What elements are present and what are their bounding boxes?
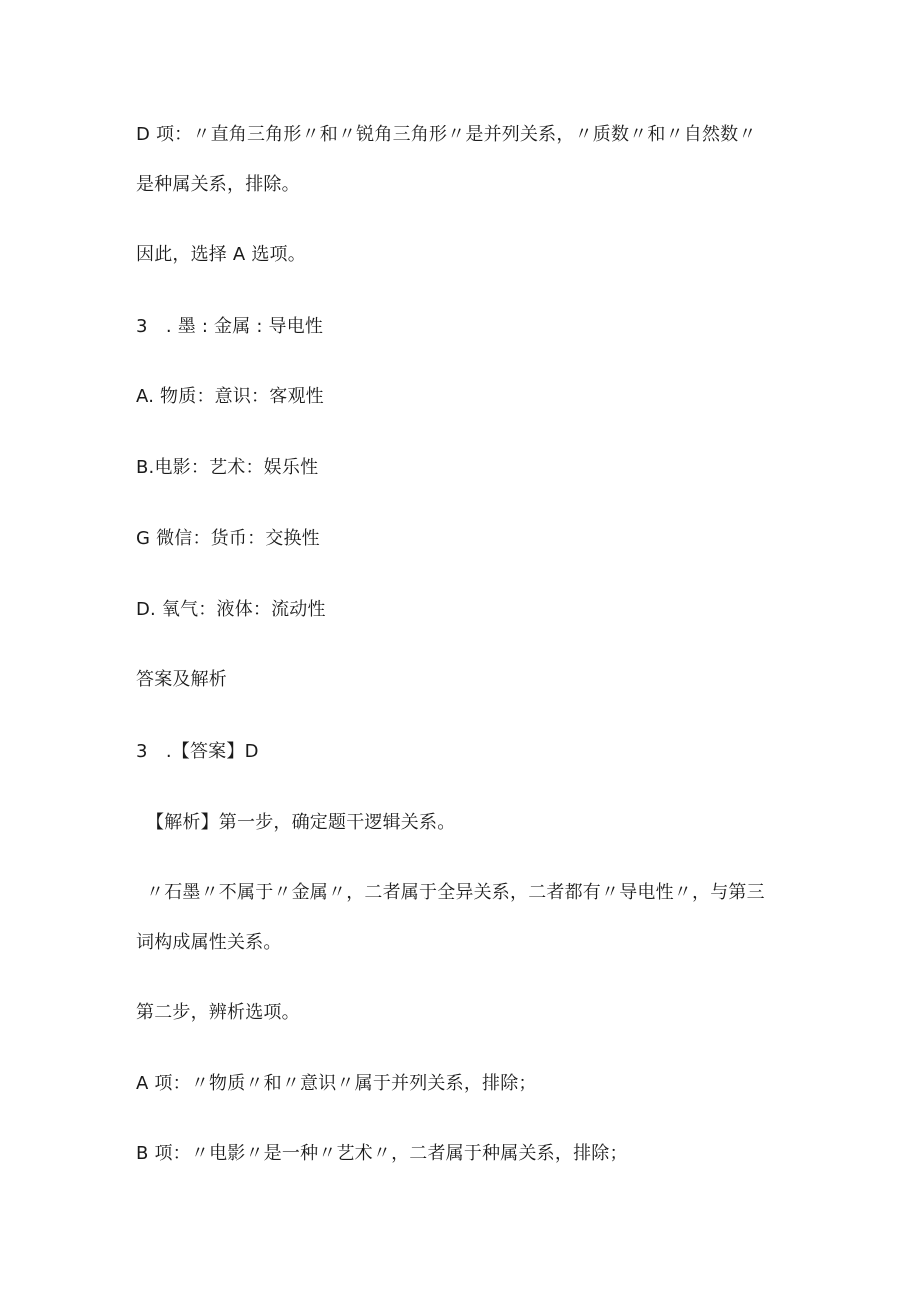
question-3-option-a: A. 物质：意识：客观性 <box>136 386 324 407</box>
conclusion-line: 因此，选择 A 选项。 <box>136 244 306 265</box>
option-b-explanation: B 项：〃电影〃是一种〃艺术〃，二者属于种属关系，排除； <box>136 1143 628 1164</box>
question-3-answer: 3 .【答案】D <box>136 741 259 762</box>
option-a-explanation: A 项：〃物质〃和〃意识〃属于并列关系，排除； <box>136 1073 537 1094</box>
question-3-stem: 3 . 墨 : 金属 : 导电性 <box>136 316 324 337</box>
analysis-step-1: 【解析】第一步，确定题干逻辑关系。 <box>146 812 456 833</box>
option-d-explanation-line-1: D 项：〃直角三角形〃和〃锐角三角形〃是并列关系，〃质数〃和〃自然数〃 <box>136 124 757 145</box>
question-3-option-c: G 微信：货币：交换性 <box>136 528 320 549</box>
analysis-paragraph-line-2: 词构成属性关系。 <box>136 932 282 953</box>
analysis-step-2: 第二步，辨析选项。 <box>136 1002 300 1023</box>
analysis-paragraph-line-1: 〃石墨〃不属于〃金属〃，二者属于全异关系，二者都有〃导电性〃，与第三 <box>146 882 765 903</box>
option-d-explanation-line-2: 是种属关系，排除。 <box>136 174 300 195</box>
question-3-option-b: B.电影：艺术：娱乐性 <box>136 457 319 478</box>
question-3-option-d: D. 氧气：液体：流动性 <box>136 599 326 620</box>
answer-section-heading: 答案及解析 <box>136 669 227 690</box>
